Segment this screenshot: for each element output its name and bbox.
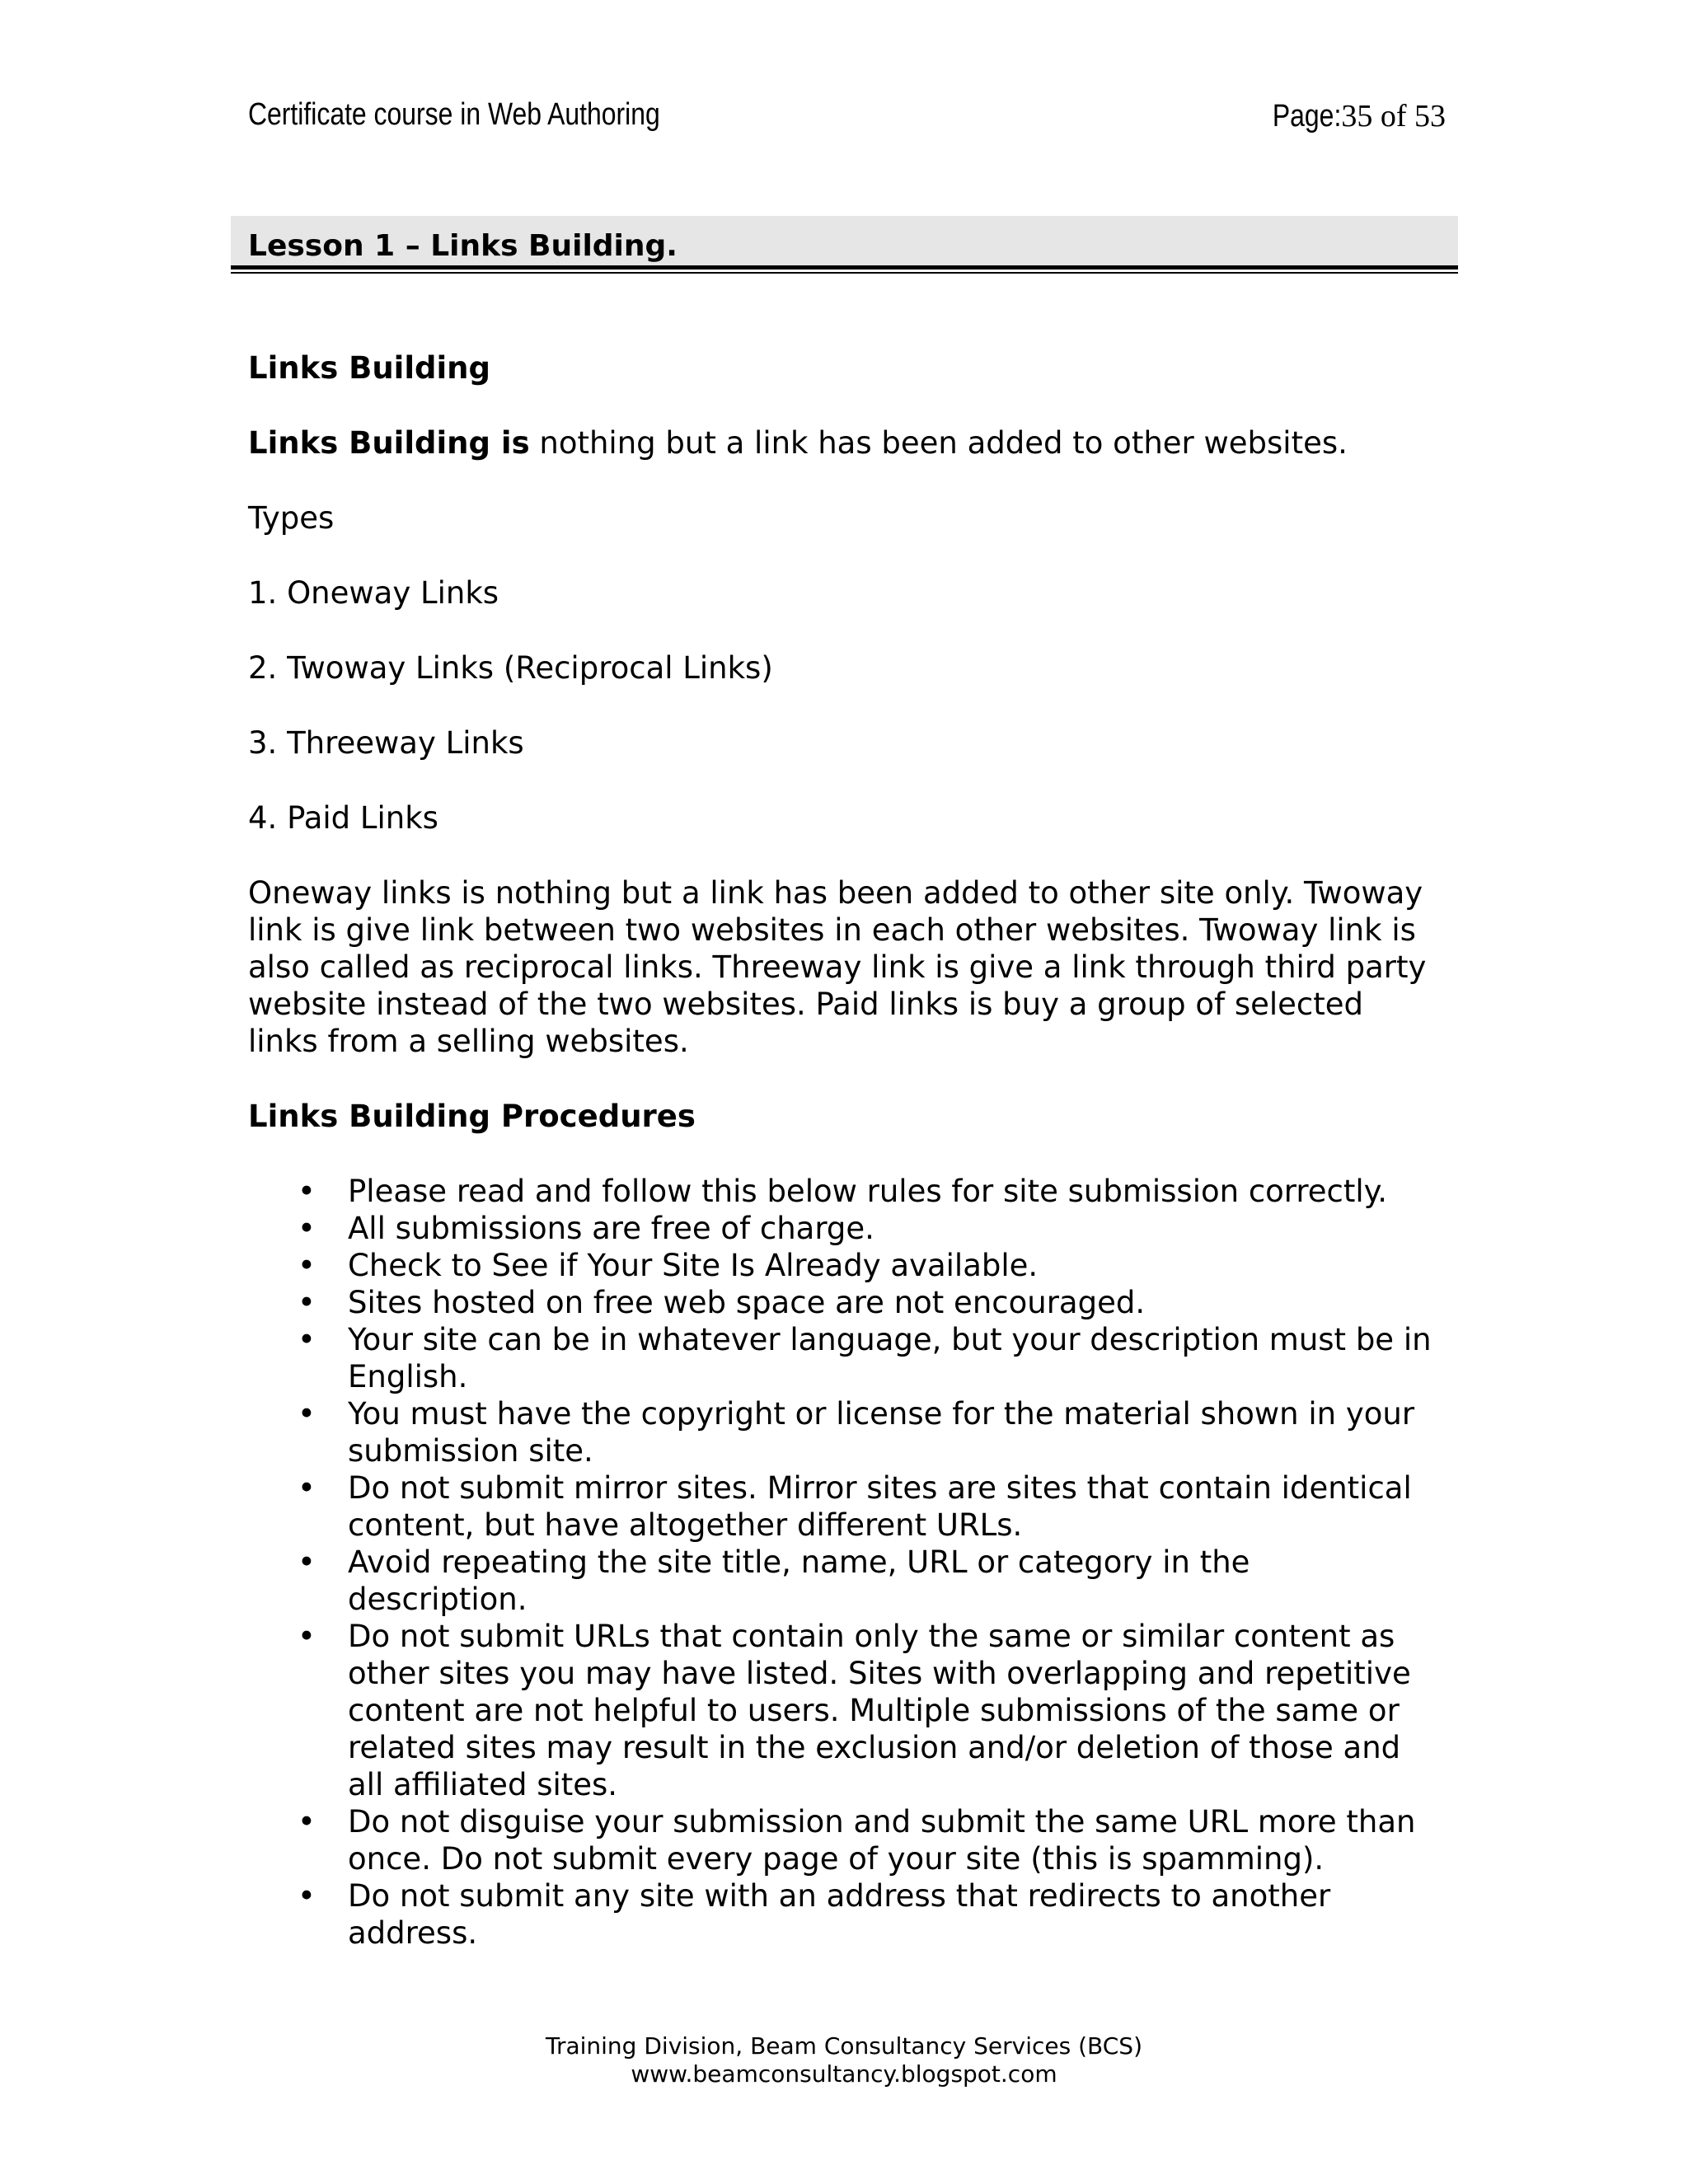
bullet-icon: • <box>298 1322 316 1357</box>
procedure-text-line: English. <box>348 1359 468 1394</box>
paragraph-line: links from a selling websites. <box>248 1024 689 1059</box>
procedure-item <box>248 1618 1451 1803</box>
types-list <box>248 574 1451 837</box>
footer-website: www.beamconsultancy.blogspot.com <box>631 2060 1057 2088</box>
paragraph-line: also called as reciprocal links. Threeway link is give a link through third party <box>248 949 1427 985</box>
procedures-list <box>248 1173 1451 1952</box>
section-heading-procedures: Links Building Procedures <box>248 1099 696 1134</box>
procedure-text-line: Do not submit URLs that contain only the same or similar content as <box>348 1619 1395 1654</box>
paragraph-line: Oneway links is nothing but a link has been added to other site only. Twoway <box>248 875 1423 911</box>
title-rule-thick <box>231 265 1458 269</box>
procedure-text-line: other sites you may have listed. Sites with overlapping and repetitive <box>348 1656 1411 1691</box>
definition-text: nothing but a link has been added to other websites. <box>529 425 1348 461</box>
header-page-number <box>1259 97 1446 134</box>
bullet-icon: • <box>298 1619 316 1654</box>
procedure-text-line: Do not submit mirror sites. Mirror sites are sites that contain identical <box>348 1470 1412 1506</box>
definition-paragraph <box>248 424 1451 462</box>
lesson-title: Lesson 1 – Links Building. <box>248 229 678 263</box>
types-label: Types <box>248 500 335 536</box>
page-count: 35 of 53 <box>1341 99 1446 134</box>
document-body <box>248 349 1451 1952</box>
procedure-text-line: Please read and follow this below rules for site submission correctly. <box>348 1174 1388 1209</box>
procedure-text-line: content are not helpful to users. Multiple submissions of the same or <box>348 1693 1400 1728</box>
bullet-icon: • <box>298 1248 316 1283</box>
procedure-text-line: description. <box>348 1582 528 1617</box>
header-course-title: Certificate course in Web Authoring <box>248 97 660 132</box>
paragraph-line: website instead of the two websites. Paid links is buy a group of selected <box>248 987 1364 1022</box>
procedure-item <box>248 1173 1451 1210</box>
procedure-text-line: Do not disguise your submission and submit the same URL more than <box>348 1804 1416 1840</box>
procedure-text-line: once. Do not submit every page of your site (this is spamming). <box>348 1841 1325 1877</box>
procedure-text-line: all affiliated sites. <box>348 1767 618 1802</box>
footer-organization: Training Division, Beam Consultancy Services (BCS) <box>545 2032 1143 2060</box>
definition-term: Links Building is <box>248 425 530 461</box>
type-item: 4. Paid Links <box>248 800 438 836</box>
type-item: 2. Twoway Links (Reciprocal Links) <box>248 650 773 686</box>
bullet-icon: • <box>298 1470 316 1506</box>
procedure-item <box>248 1395 1451 1469</box>
bullet-icon: • <box>298 1285 316 1320</box>
bullet-icon: • <box>298 1878 316 1914</box>
types-explanation-paragraph <box>248 874 1451 1060</box>
type-item: 1. Oneway Links <box>248 575 499 611</box>
section-heading-links-building: Links Building <box>248 350 491 386</box>
procedure-text-line: Check to See if Your Site Is Already available. <box>348 1248 1039 1283</box>
procedure-item <box>248 1247 1451 1284</box>
procedure-text-line: submission site. <box>348 1433 593 1469</box>
procedure-item <box>248 1284 1451 1321</box>
paragraph-line: link is give link between two websites in each other websites. Twoway link is <box>248 912 1416 948</box>
procedure-text-line: address. <box>348 1915 478 1951</box>
bullet-icon: • <box>298 1174 316 1209</box>
page-label: Page: <box>1272 99 1342 134</box>
procedure-item <box>248 1210 1451 1247</box>
bullet-icon: • <box>298 1211 316 1246</box>
bullet-icon: • <box>298 1804 316 1840</box>
footer <box>0 2032 1688 2088</box>
type-item: 3. Threeway Links <box>248 725 524 761</box>
procedure-text-line: content, but have altogether different URLs. <box>348 1507 1023 1543</box>
title-rule-thin <box>231 272 1458 274</box>
procedure-text-line: Your site can be in whatever language, but your description must be in <box>348 1322 1432 1357</box>
procedure-text-line: You must have the copyright or license for the material shown in your <box>348 1396 1415 1432</box>
procedure-item <box>248 1469 1451 1544</box>
procedure-text-line: Do not submit any site with an address that redirects to another <box>348 1878 1331 1914</box>
procedure-text-line: Avoid repeating the site title, name, URL or category in the <box>348 1544 1250 1580</box>
procedure-item <box>248 1877 1451 1952</box>
bullet-icon: • <box>298 1544 316 1580</box>
procedure-item <box>248 1544 1451 1618</box>
procedure-text-line: All submissions are free of charge. <box>348 1211 874 1246</box>
procedure-item <box>248 1803 1451 1877</box>
procedure-item <box>248 1321 1451 1395</box>
procedure-text-line: Sites hosted on free web space are not encouraged. <box>348 1285 1146 1320</box>
procedure-text-line: related sites may result in the exclusion and/or deletion of those and <box>348 1730 1401 1765</box>
bullet-icon: • <box>298 1396 316 1432</box>
